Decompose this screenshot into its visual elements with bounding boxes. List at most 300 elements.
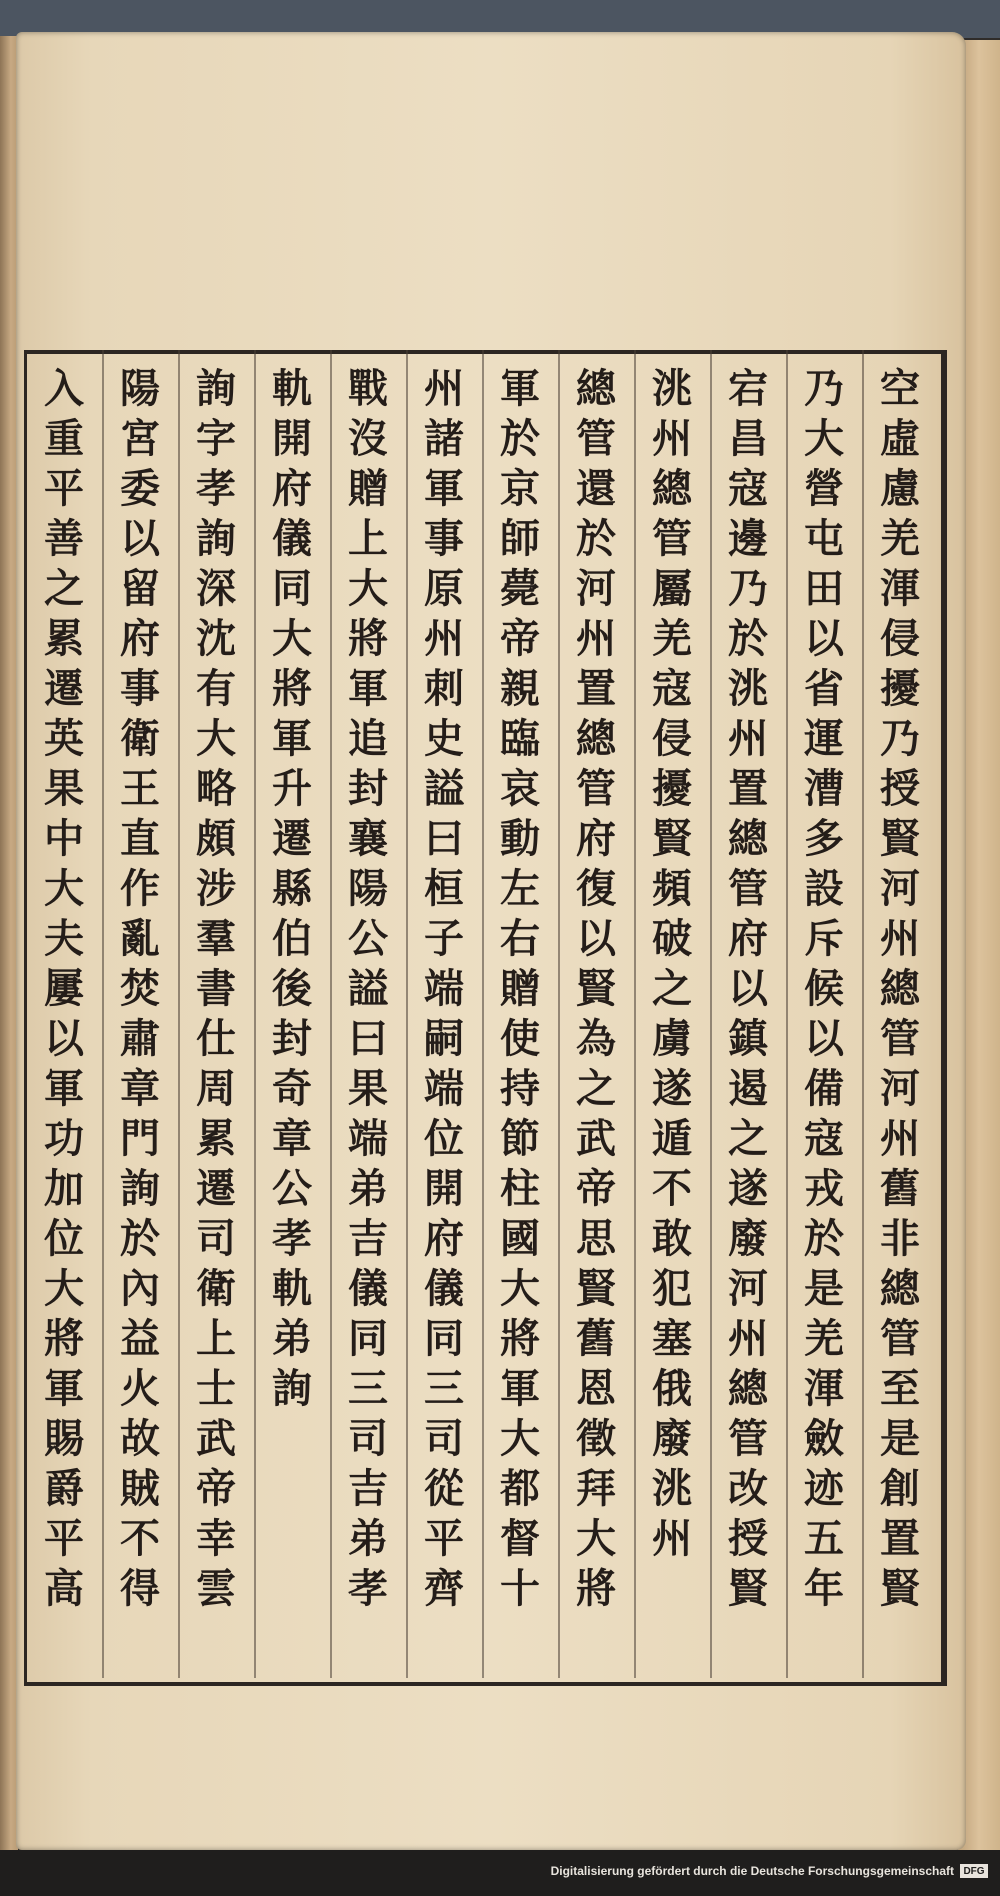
text-column bbox=[404, 364, 484, 1614]
character: 入 bbox=[44, 365, 84, 412]
character: 督 bbox=[500, 1515, 540, 1562]
character: 總 bbox=[576, 365, 616, 412]
character: 管 bbox=[728, 865, 768, 912]
character: 端 bbox=[424, 1065, 464, 1112]
character: 內 bbox=[120, 1265, 160, 1312]
character: 孝 bbox=[272, 1215, 312, 1262]
character: 益 bbox=[120, 1315, 160, 1362]
character: 哀 bbox=[500, 765, 540, 812]
character: 軍 bbox=[272, 715, 312, 762]
character: 賢 bbox=[576, 965, 616, 1012]
character: 斂 bbox=[804, 1415, 844, 1462]
character: 將 bbox=[348, 615, 388, 662]
character: 軍 bbox=[348, 665, 388, 712]
character: 於 bbox=[728, 615, 768, 662]
character: 之 bbox=[44, 565, 84, 612]
character: 田 bbox=[804, 565, 844, 612]
character: 司 bbox=[424, 1415, 464, 1462]
character: 衛 bbox=[196, 1265, 236, 1312]
character: 大 bbox=[44, 1265, 84, 1312]
character: 遏 bbox=[728, 1065, 768, 1112]
column-rule bbox=[558, 350, 560, 1678]
character: 臨 bbox=[500, 715, 540, 762]
character: 河 bbox=[880, 865, 920, 912]
character: 管 bbox=[880, 1315, 920, 1362]
character: 於 bbox=[500, 415, 540, 462]
character: 詢 bbox=[272, 1365, 312, 1412]
character: 弟 bbox=[348, 1165, 388, 1212]
character: 贈 bbox=[500, 965, 540, 1012]
character: 故 bbox=[120, 1415, 160, 1462]
character: 高 bbox=[44, 1565, 84, 1612]
column-rule bbox=[254, 350, 256, 1678]
character: 渾 bbox=[880, 565, 920, 612]
character: 平 bbox=[44, 465, 84, 512]
character: 思 bbox=[576, 1215, 616, 1262]
character: 舊 bbox=[880, 1165, 920, 1212]
character: 衛 bbox=[120, 715, 160, 762]
character: 改 bbox=[728, 1465, 768, 1512]
character: 大 bbox=[272, 615, 312, 662]
character: 軍 bbox=[424, 465, 464, 512]
character: 備 bbox=[804, 1065, 844, 1112]
character: 州 bbox=[880, 915, 920, 962]
character: 擾 bbox=[880, 665, 920, 712]
character: 賢 bbox=[652, 815, 692, 862]
character: 賜 bbox=[44, 1415, 84, 1462]
character: 昌 bbox=[728, 415, 768, 462]
character: 三 bbox=[424, 1365, 464, 1412]
character: 司 bbox=[348, 1415, 388, 1462]
character: 以 bbox=[804, 1015, 844, 1062]
character: 襄 bbox=[348, 815, 388, 862]
column-rule bbox=[102, 350, 104, 1678]
text-column bbox=[784, 364, 864, 1614]
character: 端 bbox=[424, 965, 464, 1012]
character: 果 bbox=[348, 1065, 388, 1112]
character: 加 bbox=[44, 1165, 84, 1212]
character: 位 bbox=[44, 1215, 84, 1262]
character: 軌 bbox=[272, 1265, 312, 1312]
character: 於 bbox=[120, 1215, 160, 1262]
character: 薨 bbox=[500, 565, 540, 612]
character: 羣 bbox=[196, 915, 236, 962]
character: 詢 bbox=[196, 365, 236, 412]
character: 總 bbox=[880, 1265, 920, 1312]
character: 州 bbox=[424, 365, 464, 412]
character: 羌 bbox=[804, 1315, 844, 1362]
character: 置 bbox=[576, 665, 616, 712]
character: 遷 bbox=[196, 1165, 236, 1212]
character: 羌 bbox=[652, 615, 692, 662]
character: 平 bbox=[424, 1515, 464, 1562]
character: 軌 bbox=[272, 365, 312, 412]
character: 幸 bbox=[196, 1515, 236, 1562]
character: 管 bbox=[880, 1015, 920, 1062]
column-rule bbox=[786, 350, 788, 1678]
character: 於 bbox=[576, 515, 616, 562]
character: 迹 bbox=[804, 1465, 844, 1512]
character: 賢 bbox=[880, 1565, 920, 1612]
character: 總 bbox=[728, 1365, 768, 1412]
character: 府 bbox=[576, 815, 616, 862]
character: 大 bbox=[576, 1515, 616, 1562]
character: 寇 bbox=[652, 665, 692, 712]
character: 之 bbox=[652, 965, 692, 1012]
character: 破 bbox=[652, 915, 692, 962]
character: 以 bbox=[728, 965, 768, 1012]
text-column bbox=[252, 364, 332, 1414]
character: 沒 bbox=[348, 415, 388, 462]
character: 齊 bbox=[424, 1565, 464, 1612]
character: 從 bbox=[424, 1465, 464, 1512]
character: 深 bbox=[196, 565, 236, 612]
character: 頗 bbox=[196, 815, 236, 862]
character: 嗣 bbox=[424, 1015, 464, 1062]
character: 漕 bbox=[804, 765, 844, 812]
character: 宕 bbox=[728, 365, 768, 412]
character: 封 bbox=[348, 765, 388, 812]
character: 河 bbox=[880, 1065, 920, 1112]
character: 追 bbox=[348, 715, 388, 762]
character: 有 bbox=[196, 665, 236, 712]
character: 右 bbox=[500, 915, 540, 962]
character: 河 bbox=[576, 565, 616, 612]
character: 公 bbox=[348, 915, 388, 962]
character: 章 bbox=[120, 1065, 160, 1112]
character: 公 bbox=[272, 1165, 312, 1212]
character: 果 bbox=[44, 765, 84, 812]
column-rule bbox=[178, 350, 180, 1678]
character: 州 bbox=[880, 1115, 920, 1162]
character: 周 bbox=[196, 1065, 236, 1112]
character: 三 bbox=[348, 1365, 388, 1412]
character: 屬 bbox=[652, 565, 692, 612]
character: 塞 bbox=[652, 1315, 692, 1362]
character: 大 bbox=[196, 715, 236, 762]
text-column bbox=[860, 364, 940, 1614]
character: 開 bbox=[424, 1165, 464, 1212]
character: 子 bbox=[424, 915, 464, 962]
character: 謚 bbox=[348, 965, 388, 1012]
character: 賢 bbox=[576, 1265, 616, 1312]
character: 空 bbox=[880, 365, 920, 412]
character: 儀 bbox=[424, 1265, 464, 1312]
character: 儀 bbox=[272, 515, 312, 562]
character: 犯 bbox=[652, 1265, 692, 1312]
character: 洮 bbox=[728, 665, 768, 712]
character: 大 bbox=[500, 1415, 540, 1462]
character: 刺 bbox=[424, 665, 464, 712]
character: 是 bbox=[880, 1415, 920, 1462]
character: 廢 bbox=[652, 1415, 692, 1462]
character: 亂 bbox=[120, 915, 160, 962]
character: 士 bbox=[196, 1365, 236, 1412]
character: 武 bbox=[196, 1415, 236, 1462]
character: 弟 bbox=[348, 1515, 388, 1562]
character: 邊 bbox=[728, 515, 768, 562]
character: 國 bbox=[500, 1215, 540, 1262]
character: 重 bbox=[44, 415, 84, 462]
character: 左 bbox=[500, 865, 540, 912]
character: 開 bbox=[272, 415, 312, 462]
character: 運 bbox=[804, 715, 844, 762]
character: 管 bbox=[652, 515, 692, 562]
character: 桓 bbox=[424, 865, 464, 912]
character: 將 bbox=[576, 1565, 616, 1612]
text-column bbox=[24, 364, 104, 1614]
character: 軍 bbox=[500, 1365, 540, 1412]
column-rule bbox=[406, 350, 408, 1678]
character: 拜 bbox=[576, 1465, 616, 1512]
character: 授 bbox=[880, 765, 920, 812]
character: 都 bbox=[500, 1465, 540, 1512]
character: 師 bbox=[500, 515, 540, 562]
character: 以 bbox=[120, 515, 160, 562]
character: 五 bbox=[804, 1515, 844, 1562]
character: 直 bbox=[120, 815, 160, 862]
character: 儀 bbox=[348, 1265, 388, 1312]
character: 為 bbox=[576, 1015, 616, 1062]
character: 節 bbox=[500, 1115, 540, 1162]
character: 非 bbox=[880, 1215, 920, 1262]
character: 府 bbox=[424, 1215, 464, 1262]
character: 沈 bbox=[196, 615, 236, 662]
column-rule bbox=[710, 350, 712, 1678]
character: 屯 bbox=[804, 515, 844, 562]
character: 雲 bbox=[196, 1565, 236, 1612]
character: 軍 bbox=[44, 1365, 84, 1412]
character: 吉 bbox=[348, 1215, 388, 1262]
character: 營 bbox=[804, 465, 844, 512]
character: 持 bbox=[500, 1065, 540, 1112]
character: 曰 bbox=[424, 815, 464, 862]
character: 不 bbox=[652, 1165, 692, 1212]
character: 候 bbox=[804, 965, 844, 1012]
character: 之 bbox=[728, 1115, 768, 1162]
character: 英 bbox=[44, 715, 84, 762]
character: 賊 bbox=[120, 1465, 160, 1512]
character: 總 bbox=[728, 815, 768, 862]
character: 賢 bbox=[728, 1565, 768, 1612]
character: 羌 bbox=[880, 515, 920, 562]
column-rule bbox=[634, 350, 636, 1678]
character: 乃 bbox=[880, 715, 920, 762]
character: 將 bbox=[272, 665, 312, 712]
character: 戎 bbox=[804, 1165, 844, 1212]
character: 河 bbox=[728, 1265, 768, 1312]
character: 同 bbox=[272, 565, 312, 612]
character: 略 bbox=[196, 765, 236, 812]
character: 至 bbox=[880, 1365, 920, 1412]
character: 不 bbox=[120, 1515, 160, 1562]
character: 仕 bbox=[196, 1015, 236, 1062]
character: 吉 bbox=[348, 1465, 388, 1512]
column-rule bbox=[482, 350, 484, 1678]
character: 上 bbox=[348, 515, 388, 562]
character: 慮 bbox=[880, 465, 920, 512]
character: 州 bbox=[576, 615, 616, 662]
character: 帝 bbox=[196, 1465, 236, 1512]
character: 頻 bbox=[652, 865, 692, 912]
character: 宮 bbox=[120, 415, 160, 462]
character: 火 bbox=[120, 1365, 160, 1412]
character: 善 bbox=[44, 515, 84, 562]
character: 虜 bbox=[652, 1015, 692, 1062]
character: 授 bbox=[728, 1515, 768, 1562]
character: 州 bbox=[728, 715, 768, 762]
character: 虛 bbox=[880, 415, 920, 462]
character: 焚 bbox=[120, 965, 160, 1012]
character: 置 bbox=[728, 765, 768, 812]
character: 章 bbox=[272, 1115, 312, 1162]
character: 洮 bbox=[652, 365, 692, 412]
character: 書 bbox=[196, 965, 236, 1012]
character: 使 bbox=[500, 1015, 540, 1062]
character: 同 bbox=[348, 1315, 388, 1362]
character: 之 bbox=[576, 1065, 616, 1112]
character: 府 bbox=[272, 465, 312, 512]
character: 字 bbox=[196, 415, 236, 462]
character: 乃 bbox=[804, 365, 844, 412]
character: 詢 bbox=[120, 1165, 160, 1212]
character: 將 bbox=[44, 1315, 84, 1362]
character: 設 bbox=[804, 865, 844, 912]
character: 以 bbox=[804, 615, 844, 662]
character: 戰 bbox=[348, 365, 388, 412]
character: 敢 bbox=[652, 1215, 692, 1262]
character: 大 bbox=[500, 1265, 540, 1312]
character: 平 bbox=[44, 1515, 84, 1562]
character: 軍 bbox=[500, 365, 540, 412]
character: 於 bbox=[804, 1215, 844, 1262]
character: 得 bbox=[120, 1565, 160, 1612]
character: 侵 bbox=[652, 715, 692, 762]
character: 遂 bbox=[728, 1165, 768, 1212]
character: 陽 bbox=[348, 865, 388, 912]
character: 留 bbox=[120, 565, 160, 612]
character: 功 bbox=[44, 1115, 84, 1162]
character: 大 bbox=[348, 565, 388, 612]
character: 恩 bbox=[576, 1365, 616, 1412]
text-column bbox=[632, 364, 712, 1564]
character: 謚 bbox=[424, 765, 464, 812]
character: 肅 bbox=[120, 1015, 160, 1062]
character: 總 bbox=[880, 965, 920, 1012]
text-column bbox=[708, 364, 788, 1614]
character: 涉 bbox=[196, 865, 236, 912]
character: 將 bbox=[500, 1315, 540, 1362]
character: 還 bbox=[576, 465, 616, 512]
character: 多 bbox=[804, 815, 844, 862]
character: 管 bbox=[576, 765, 616, 812]
character: 軍 bbox=[44, 1065, 84, 1112]
character: 司 bbox=[196, 1215, 236, 1262]
character: 王 bbox=[120, 765, 160, 812]
character: 封 bbox=[272, 1015, 312, 1062]
character: 升 bbox=[272, 765, 312, 812]
character: 置 bbox=[880, 1515, 920, 1562]
character: 武 bbox=[576, 1115, 616, 1162]
character: 原 bbox=[424, 565, 464, 612]
character: 府 bbox=[728, 915, 768, 962]
character: 累 bbox=[196, 1115, 236, 1162]
character: 屢 bbox=[44, 965, 84, 1012]
character: 廢 bbox=[728, 1215, 768, 1262]
character: 州 bbox=[424, 615, 464, 662]
character: 遷 bbox=[44, 665, 84, 712]
character: 徵 bbox=[576, 1415, 616, 1462]
character: 管 bbox=[728, 1415, 768, 1462]
character: 曰 bbox=[348, 1015, 388, 1062]
column-rule bbox=[330, 350, 332, 1678]
character: 夫 bbox=[44, 915, 84, 962]
character: 爵 bbox=[44, 1465, 84, 1512]
character: 孝 bbox=[196, 465, 236, 512]
character: 柱 bbox=[500, 1165, 540, 1212]
character: 帝 bbox=[576, 1165, 616, 1212]
character: 事 bbox=[120, 665, 160, 712]
character: 動 bbox=[500, 815, 540, 862]
character: 斥 bbox=[804, 915, 844, 962]
character: 賢 bbox=[880, 815, 920, 862]
dfg-logo: DFG bbox=[960, 1864, 988, 1878]
funding-credit: Digitalisierung gefördert durch die Deutsche Forschungsgemeinschaft bbox=[550, 1864, 954, 1878]
character: 贈 bbox=[348, 465, 388, 512]
character: 門 bbox=[120, 1115, 160, 1162]
character: 弟 bbox=[272, 1315, 312, 1362]
text-column bbox=[556, 364, 636, 1614]
character: 端 bbox=[348, 1115, 388, 1162]
character: 鎮 bbox=[728, 1015, 768, 1062]
character: 中 bbox=[44, 815, 84, 862]
character: 詢 bbox=[196, 515, 236, 562]
character: 上 bbox=[196, 1315, 236, 1362]
character: 陽 bbox=[120, 365, 160, 412]
character: 渾 bbox=[804, 1365, 844, 1412]
character: 洮 bbox=[652, 1465, 692, 1512]
character: 縣 bbox=[272, 865, 312, 912]
character: 委 bbox=[120, 465, 160, 512]
character: 奇 bbox=[272, 1065, 312, 1112]
character: 寇 bbox=[728, 465, 768, 512]
character: 總 bbox=[652, 465, 692, 512]
text-column bbox=[480, 364, 560, 1614]
character: 侵 bbox=[880, 615, 920, 662]
character: 同 bbox=[424, 1315, 464, 1362]
text-column bbox=[100, 364, 180, 1614]
character: 擾 bbox=[652, 765, 692, 812]
character: 諸 bbox=[424, 415, 464, 462]
character: 伯 bbox=[272, 915, 312, 962]
column-rule bbox=[862, 350, 864, 1678]
character: 府 bbox=[120, 615, 160, 662]
character: 事 bbox=[424, 515, 464, 562]
character: 舊 bbox=[576, 1315, 616, 1362]
text-column bbox=[176, 364, 256, 1614]
character: 創 bbox=[880, 1465, 920, 1512]
character: 州 bbox=[728, 1315, 768, 1362]
character: 孝 bbox=[348, 1565, 388, 1612]
character: 省 bbox=[804, 665, 844, 712]
text-frame bbox=[24, 350, 946, 1680]
character: 俄 bbox=[652, 1365, 692, 1412]
character: 位 bbox=[424, 1115, 464, 1162]
character: 州 bbox=[652, 415, 692, 462]
character: 乃 bbox=[728, 565, 768, 612]
character: 復 bbox=[576, 865, 616, 912]
character: 遁 bbox=[652, 1115, 692, 1162]
